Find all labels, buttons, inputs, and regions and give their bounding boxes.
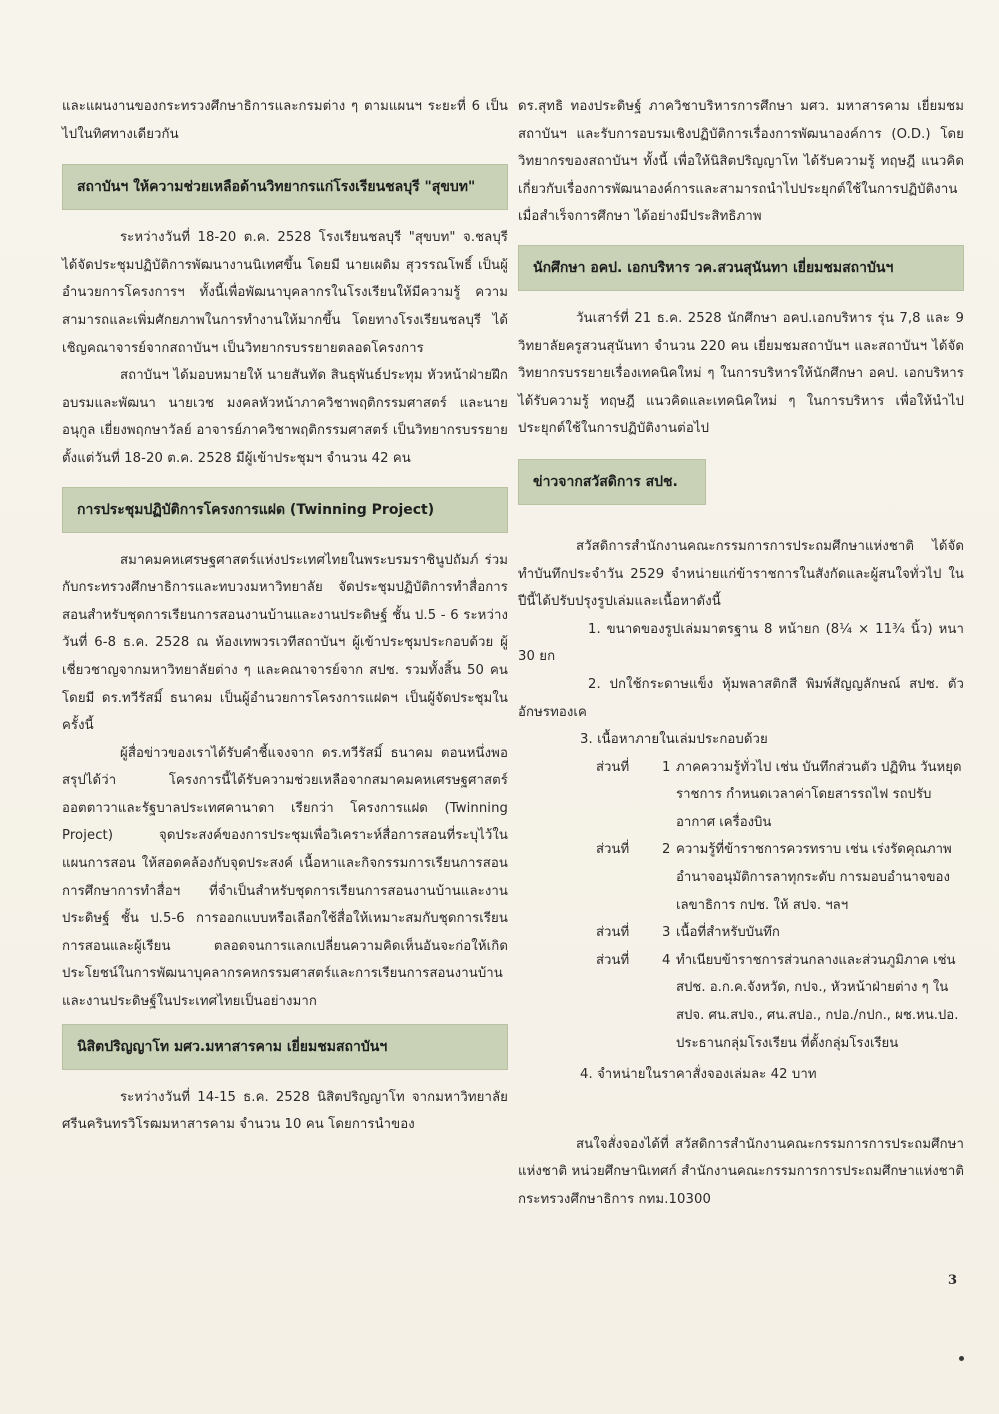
- section-label: ส่วนที่: [596, 925, 630, 941]
- paragraph-chonburi-2: สถาบันฯ ได้มอบหมายให้ นายสันทัด สินธุพันธ์ประทุม หัวหน้าฝ่ายฝึกอบรมและพัฒนา นายเวช มงคลหัวหน้าภาควิชาพฤติกรรมศาสตร์ และนายอนุกูล เยี่ยงพฤกษาวัลย์ อาจารย์ภาควิชาพฤติกรรมศาสตร์ เป็นวิทยากรบรรยาย ตั้งแต่วันที่ 18-20 ต.ค. 2528 มีผู้เข้าประชุมฯ จำนวน 42 คน: [62, 368, 508, 466]
- section-text: ภาคความรู้ทั่วไป เช่น บันทึกส่วนตัว ปฏิทิน วันหยุดราชการ กำหนดเวลาค่าโดยสารรถไฟ รถปรับอากาศ เครื่องบิน: [676, 759, 962, 830]
- paragraph-suan-sunandha: วันเสาร์ที่ 21 ธ.ค. 2528 นักศึกษา อคป.เอกบริหาร รุ่น 7,8 และ 9 วิทยาลัยครูสวนสุนันทา จำนวน 220 คน เยี่ยมชมสถาบันฯ และสถาบันฯ ได้จัดวิทยากรบรรยายเรื่องเทคนิคใหม่ ๆ ในการบริหารให้นักศึกษา อคป. เอกบริหาร ได้รับความรู้ ทฤษฎี แนวคิดและเทคนิคใหม่ ๆ ในการบริหาร เพื่อให้นำไปประยุกต์ใช้ในการปฏิบัติงานต่อไป: [518, 310, 964, 437]
- section-label: ส่วนที่: [596, 842, 630, 858]
- right-column: [518, 93, 964, 1214]
- left-column: [62, 93, 508, 1139]
- contents-section-list: [518, 754, 964, 1058]
- heading-masters-visit: นิสิตปริญญาโท มศว.มหาสารคาม เยี่ยมชมสถาบันฯ: [62, 1024, 508, 1070]
- list-item-price: 4. จำหน่ายในราคาสั่งจองเล่มละ 42 บาท: [580, 1067, 817, 1083]
- contents-section-row: [596, 919, 964, 947]
- paragraph-twinning-2: ผู้สื่อข่าวของเราได้รับคำชี้แจงจาก ดร.ทวีรัสมิ์ ธนาคม ตอนหนึ่งพอสรุปได้ว่า โครงการนี้ได้รับความช่วยเหลือจากสมาคมคหเศรษฐศาสตร์ออตตาวาและรัฐบาลประเทศคานาดา เรียกว่า โครงการแฝด (Twinning Project) จุดประสงค์ของการประชุมเพื่อวิเคราะห์สื่อการสอนที่ระบุไว้ในแผนการสอน ให้สอดคล้องกับจุดประสงค์ เนื้อหาและกิจกรรมการเรียนการสอน การศึกษาการทำสื่อฯ ที่จำเป็นสำหรับชุดการเรียนการสอนงานบ้านและงานประดิษฐ์ ชั้น ป.5-6 การออกแบบหรือเลือกใช้สื่อให้เหมาะสมกับชุดการเรียนการสอนและผู้เรียน ตลอดจนการแลกเปลี่ยนความคิดเห็นอันจะก่อให้เกิดประโยชน์ในการพัฒนาบุคลากรคหกรรมศาสตร์และการเรียนการสอนงานบ้านและงานประดิษฐ์ในประเทศไทยเป็นอย่างมาก: [62, 745, 508, 1010]
- paragraph-chonburi-1: ระหว่างวันที่ 18-20 ต.ค. 2528 โรงเรียนชลบุรี "สุขบท" จ.ชลบุรี ได้จัดประชุมปฏิบัติการพัฒนางานนิเทศขึ้น โดยมี นายเผดิม สุวรรณโพธิ์ เป็นผู้อำนวยการโครงการฯ ทั้งนี้เพื่อพัฒนาบุคลากรในโรงเรียนให้มีความรู้ ความสามารถและเพิ่มศักยภาพในการทำงานให้มากขึ้น โดยทางโรงเรียนชลบุรี ได้เชิญคณาจารย์จากสถาบันฯ เป็นวิทยากรบรรยายตลอดโครงการ: [62, 230, 508, 356]
- contents-section-row: [596, 836, 964, 919]
- paragraph-masters-continued: ดร.สุทธิ ทองประดิษฐ์ ภาควิชาบริหารการศึกษา มศว. มหาสารคาม เยี่ยมชมสถาบันฯ และรับการอบรมเชิงปฏิบัติการเรื่องการพัฒนาองค์การ (O.D.) โดยวิทยากรของสถาบันฯ ทั้งนี้ เพื่อให้นิสิตปริญญาโท ได้รับความรู้ ทฤษฎี แนวคิด เกี่ยวกับเรื่องการพัฒนาองค์การและสามารถนำไปประยุกต์ใช้ในการปฏิบัติงานเมื่อสำเร็จการศึกษา ได้อย่างมีประสิทธิภาพ: [518, 99, 964, 225]
- section-text: ความรู้ที่ข้าราชการควรทราบ เช่น เร่งรัดคุณภาพ อำนาจอนุมัติการลาทุกระดับ การมอบอำนาจของเลขาธิการ กปช. ให้ สปจ. ฯลฯ: [676, 842, 952, 913]
- section-number: 2: [662, 842, 671, 858]
- section-number: 1: [662, 759, 671, 775]
- section-text: เนื้อที่สำหรับบันทึก: [676, 925, 780, 941]
- section-label: ส่วนที่: [596, 759, 630, 775]
- intro-paragraph: และแผนงานของกระทรวงศึกษาธิการและกรมต่าง ๆ ตามแผนฯ ระยะที่ 6 เป็นไปในทิศทางเดียวกัน: [62, 99, 508, 142]
- section-number: 4: [662, 952, 671, 968]
- heading-welfare-news: ข่าวจากสวัสดิการ สปช.: [518, 459, 706, 505]
- scan-mark: [959, 1356, 964, 1361]
- paragraph-welfare-intro: สวัสดิการสำนักงานคณะกรรมการการประถมศึกษาแห่งชาติ ได้จัดทำบันทึกประจำวัน 2529 จำหน่ายแก่ข้าราชการในสังกัดและผู้สนใจทั่วไป ในปีนี้ได้ปรับปรุงรูปเล่มและเนื้อหาดังนี้: [518, 538, 964, 610]
- heading-chonburi-school: สถาบันฯ ให้ความช่วยเหลือด้านวิทยากรแก่โรงเรียนชลบุรี "สุขบท": [62, 164, 508, 210]
- page-number: 3: [947, 1273, 957, 1288]
- heading-twinning-project: การประชุมปฏิบัติการโครงการแฝด (Twinning Project): [62, 487, 508, 533]
- section-text: ทำเนียบข้าราชการส่วนกลางและส่วนภูมิภาค เช่น สปช. อ.ก.ค.จังหวัด, กปจ., หัวหน้าฝ่ายต่าง ๆ ใน สปจ. ศน.สปจ., ศน.สปอ., กปอ./กปก., ผช.หน.ปอ. ประธานกลุ่มโรงเรียน ที่ตั้งกลุ่มโรงเรียน: [676, 952, 959, 1051]
- list-item-contents: 3. เนื้อหาภายในเล่มประกอบด้วย: [580, 732, 768, 748]
- contents-section-row: [596, 947, 964, 1057]
- list-item-cover: 2. ปกใช้กระดาษแข็ง หุ้มพลาสติกสี พิมพ์สัญญลักษณ์ สปช. ตัวอักษรทองเค: [518, 676, 964, 720]
- paragraph-masters-visit: ระหว่างวันที่ 14-15 ธ.ค. 2528 นิสิตปริญญาโท จากมหาวิทยาลัยศรีนครินทรวิโรฒมหาสารคาม จำนวน 10 คน โดยการนำของ: [62, 1089, 508, 1133]
- contents-section-row: [596, 754, 964, 837]
- section-number: 3: [662, 925, 671, 941]
- heading-suan-sunandha-visit: นักศึกษา อคป. เอกบริหาร วค.สวนสุนันทา เยี่ยมชมสถาบันฯ: [518, 245, 964, 291]
- list-item-size: 1. ขนาดของรูปเล่มมาตรฐาน 8 หน้ายก (8¼ × 11¾ นิ้ว) หนา 30 ยก: [518, 621, 964, 665]
- section-label: ส่วนที่: [596, 952, 630, 968]
- paragraph-twinning-1: สมาคมคหเศรษฐศาสตร์แห่งประเทศไทยในพระบรมราชินูปถัมภ์ ร่วมกับกระทรวงศึกษาธิการและทบวงมหาวิทยาลัย จัดประชุมปฏิบัติการทำสื่อการสอนสำหรับชุดการเรียนการสอนงานบ้านและงานประดิษฐ์ ชั้น ป.5 - 6 ระหว่างวันที่ 6-8 ธ.ค. 2528 ณ ห้องเทพวรเวทีสถาบันฯ ผู้เข้าประชุมประกอบด้วย ผู้เชี่ยวชาญจากมหาวิทยาลัยต่าง ๆ และคณาจารย์จาก สปช. รวมทั้งสิ้น 50 คน โดยมี ดร.ทวีรัสมิ์ ธนาคม เป็นผู้อำนวยการโครงการแฝดฯ เป็นผู้จัดประชุมในครั้งนี้: [62, 552, 508, 734]
- paragraph-order-info: สนใจสั่งจองได้ที่ สวัสดิการสำนักงานคณะกรรมการการประถมศึกษาแห่งชาติ หน่วยศึกษานิเทศก์ สำนักงานคณะกรรมการการประถมศึกษาแห่งชาติ กระทรวงศึกษาธิการ กทม.10300: [518, 1136, 964, 1207]
